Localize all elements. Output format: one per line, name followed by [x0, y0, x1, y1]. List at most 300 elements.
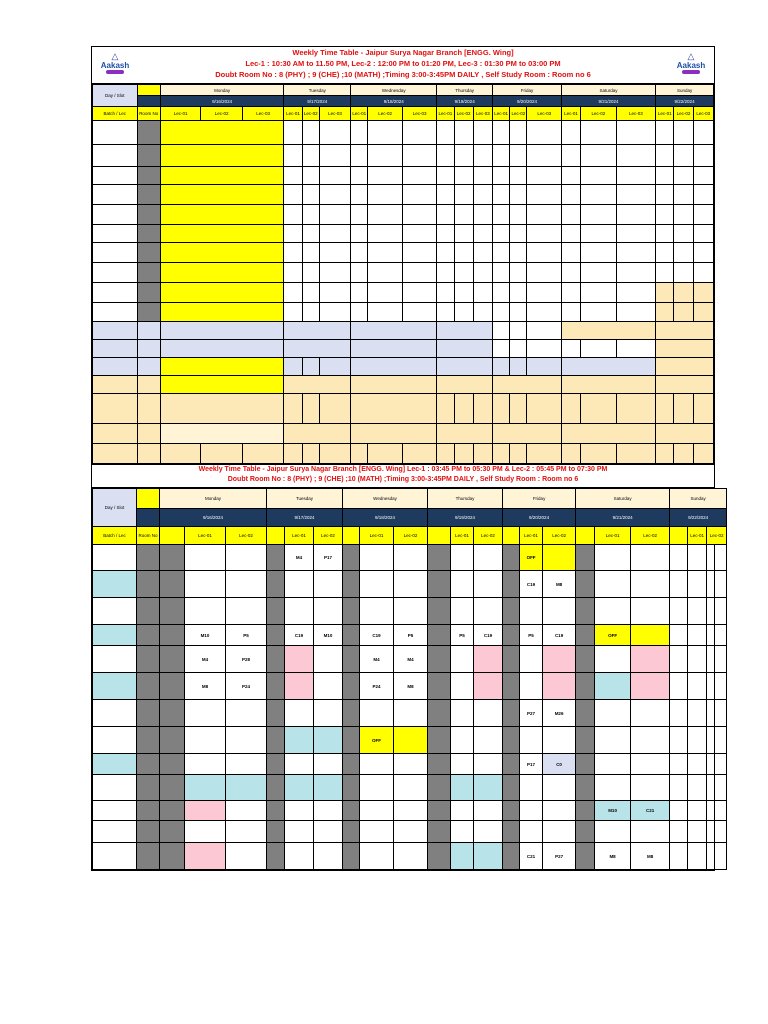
table-cell: M4: [360, 646, 394, 673]
table-cell: [402, 303, 436, 322]
table-cell: [368, 185, 402, 205]
table-cell: P5: [394, 625, 428, 646]
table-cell: [402, 243, 436, 263]
table-cell: [503, 673, 520, 700]
table-cell: [473, 243, 492, 263]
table-cell: [503, 775, 520, 801]
table-cell: [343, 598, 360, 625]
table-cell: [394, 571, 428, 598]
table-cell: [137, 322, 160, 340]
table-cell: [428, 571, 451, 598]
table-cell: [656, 263, 674, 283]
table-cell: [351, 205, 368, 225]
table-cell: [137, 673, 160, 700]
table-cell: [93, 821, 137, 843]
table-cell: [160, 340, 284, 358]
table-cell: [595, 754, 631, 775]
table-cell: [428, 801, 451, 821]
table-cell: [160, 303, 284, 322]
table-cell: [185, 571, 226, 598]
table-cell: [595, 646, 631, 673]
table-cell: [351, 424, 437, 444]
table-cell: [595, 727, 631, 754]
table-cell: [226, 801, 267, 821]
table-cell: [493, 283, 510, 303]
table-cell: [561, 340, 580, 358]
table-cell: [428, 700, 451, 727]
table-cell: [543, 821, 576, 843]
table-cell: [368, 205, 402, 225]
table-cell: [581, 283, 616, 303]
table-cell: [670, 646, 688, 673]
table-cell: P17: [520, 754, 543, 775]
table-cell: [343, 727, 360, 754]
table-cell: [693, 205, 713, 225]
table-cell: [93, 263, 138, 283]
table-cell: [595, 700, 631, 727]
table-cell: [510, 243, 527, 263]
table-cell: [493, 322, 510, 340]
table-cell: [284, 185, 302, 205]
table-cell: [493, 424, 562, 444]
table-cell: [351, 444, 368, 464]
table-cell: [707, 646, 727, 673]
table-cell: [688, 727, 707, 754]
table-cell: [137, 700, 160, 727]
table-cell: [693, 145, 713, 167]
table-row: [93, 545, 727, 571]
table-cell: [693, 167, 713, 185]
table-cell: M10: [314, 625, 343, 646]
table-cell: [595, 598, 631, 625]
table-cell: [226, 545, 267, 571]
table-cell: [267, 843, 285, 870]
table-cell: [474, 545, 503, 571]
table-cell: [360, 571, 394, 598]
table-cell: [160, 424, 284, 444]
table-cell: [351, 243, 368, 263]
table-cell: [473, 263, 492, 283]
table-row: [93, 121, 714, 145]
table-row: [93, 263, 714, 283]
table-cell: [527, 303, 561, 322]
table-cell: [137, 145, 160, 167]
table-cell: [454, 167, 473, 185]
table-cell: [137, 754, 160, 775]
table-cell: [351, 121, 368, 145]
table-cell: [314, 801, 343, 821]
table-cell: [437, 424, 493, 444]
table-cell: [493, 303, 510, 322]
table-cell: [561, 303, 580, 322]
table-cell: [493, 243, 510, 263]
table-cell: [527, 167, 561, 185]
table-cell: [343, 754, 360, 775]
table-cell: [510, 358, 527, 376]
table-cell: [543, 598, 576, 625]
table-cell: [394, 843, 428, 870]
table-cell: [160, 322, 284, 340]
table-cell: [284, 225, 302, 243]
table-cell: [314, 571, 343, 598]
table-cell: [93, 322, 138, 340]
table-cell: [284, 145, 302, 167]
table-cell: [394, 775, 428, 801]
table-cell: [351, 225, 368, 243]
table-cell: [160, 167, 284, 185]
table-cell: [437, 376, 493, 394]
table-row: [93, 821, 727, 843]
table-cell: [520, 775, 543, 801]
table-cell: [137, 283, 160, 303]
table-cell: [185, 821, 226, 843]
table-cell: [520, 801, 543, 821]
table-row: [93, 700, 727, 727]
table-cell: [368, 167, 402, 185]
table-cell: [454, 225, 473, 243]
table-cell: [302, 121, 319, 145]
table-cell: [302, 358, 319, 376]
table-cell: [226, 821, 267, 843]
table-cell: [284, 444, 302, 464]
table-cell: [160, 545, 185, 571]
table-cell: [428, 775, 451, 801]
table-cell: [616, 225, 656, 243]
table-cell: [670, 727, 688, 754]
table-cell: [137, 843, 160, 870]
table-cell: [160, 394, 284, 424]
table-cell: [285, 801, 314, 821]
table-cell: [394, 801, 428, 821]
logo-text: Aakash: [100, 61, 130, 70]
table-row: [93, 727, 727, 754]
table-row: [93, 340, 714, 358]
table-cell: [576, 801, 595, 821]
table-cell: M8: [543, 571, 576, 598]
table-cell: [319, 263, 350, 283]
table-cell: [520, 598, 543, 625]
table-cell: M26: [543, 700, 576, 727]
table-cell: [543, 775, 576, 801]
table-cell: [351, 283, 368, 303]
table-cell: M8: [394, 673, 428, 700]
table-cell: [137, 424, 160, 444]
table-cell: [454, 303, 473, 322]
table-cell: [284, 358, 302, 376]
table-cell: [576, 646, 595, 673]
table-cell: [267, 727, 285, 754]
day-name-thursday: Thursday: [437, 85, 493, 96]
date-saturday: 9/21/2024: [561, 96, 655, 107]
table-cell: [656, 167, 674, 185]
off-cell: OFF: [360, 727, 394, 754]
table-cell: [185, 754, 226, 775]
table-cell: [402, 263, 436, 283]
monday-block: [160, 121, 284, 145]
table-cell: [160, 358, 284, 376]
table-cell: [707, 545, 727, 571]
table-cell: [631, 727, 670, 754]
table-cell: [160, 376, 284, 394]
table-cell: [351, 145, 368, 167]
table-cell: [267, 646, 285, 673]
table-cell: C19: [360, 625, 394, 646]
table-cell: [319, 283, 350, 303]
table-cell: [520, 646, 543, 673]
table-cell: [493, 340, 510, 358]
table-cell: [360, 843, 394, 870]
table-cell: [226, 700, 267, 727]
table-cell: [688, 700, 707, 727]
table-cell: [616, 205, 656, 225]
table-cell: [688, 545, 707, 571]
table-cell: [437, 145, 454, 167]
table-cell: [520, 821, 543, 843]
table-cell: [343, 843, 360, 870]
table-cell: [93, 625, 137, 646]
table-cell: [437, 394, 454, 424]
table-cell: [137, 646, 160, 673]
table-cell: [631, 821, 670, 843]
table-cell: [576, 598, 595, 625]
table-cell: [474, 843, 503, 870]
table-cell: [693, 394, 713, 424]
table-cell: [493, 185, 510, 205]
table-cell: [137, 821, 160, 843]
table-cell: [285, 821, 314, 843]
day-name-saturday: Saturday: [561, 85, 655, 96]
table-cell: C19: [520, 571, 543, 598]
section2-body: [93, 545, 727, 870]
table-cell: [474, 754, 503, 775]
table-cell: [394, 727, 428, 754]
table-cell: [160, 205, 284, 225]
table-row: [93, 598, 727, 625]
table-cell: [656, 358, 714, 376]
table-cell: [137, 727, 160, 754]
table-cell: [428, 754, 451, 775]
table-cell: [368, 263, 402, 283]
table-cell: [285, 571, 314, 598]
table-cell: C21: [631, 801, 670, 821]
table-cell: [267, 673, 285, 700]
table-cell: [616, 121, 656, 145]
table-cell: [688, 571, 707, 598]
table-cell: [527, 225, 561, 243]
table-cell: [267, 625, 285, 646]
table-cell: [319, 394, 350, 424]
table-cell: [631, 775, 670, 801]
table-cell: [314, 821, 343, 843]
table-cell: [527, 444, 561, 464]
table-row: [93, 376, 714, 394]
table-cell: [451, 775, 474, 801]
table-cell: [616, 283, 656, 303]
table-cell: M4: [394, 646, 428, 673]
table-cell: [656, 225, 674, 243]
table-cell: [631, 754, 670, 775]
table-cell: [474, 673, 503, 700]
table-cell: P24: [360, 673, 394, 700]
timetable-sheet: [91, 46, 724, 871]
table-cell: [493, 145, 510, 167]
table-cell: [527, 358, 561, 376]
table-cell: [616, 145, 656, 167]
table-cell: [285, 598, 314, 625]
table-cell: [284, 424, 351, 444]
table-cell: [137, 340, 160, 358]
table-cell: C19: [285, 625, 314, 646]
day-name-monday: Monday: [160, 85, 284, 96]
table-cell: [437, 322, 493, 340]
table-cell: [581, 167, 616, 185]
table-cell: [226, 571, 267, 598]
table-cell: [503, 625, 520, 646]
table-cell: [160, 185, 284, 205]
off-cell: OFF: [520, 545, 543, 571]
table-cell: [510, 444, 527, 464]
table-cell: [493, 225, 510, 243]
table-cell: [674, 243, 693, 263]
table-cell: [360, 754, 394, 775]
table-cell: [319, 358, 350, 376]
table-cell: [576, 571, 595, 598]
table-cell: [631, 571, 670, 598]
table-cell: [93, 283, 138, 303]
table-cell: [368, 444, 402, 464]
table-cell: [402, 205, 436, 225]
table-cell: [93, 394, 138, 424]
table-cell: [302, 444, 319, 464]
table-cell: [428, 821, 451, 843]
table-cell: [137, 243, 160, 263]
table-cell: [693, 283, 713, 303]
table-cell: [474, 571, 503, 598]
table-cell: [527, 394, 561, 424]
table-cell: [402, 167, 436, 185]
table-row: [93, 571, 727, 598]
table-cell: P17: [314, 545, 343, 571]
table-cell: [302, 283, 319, 303]
day-name-wednesday: Wednesday: [351, 85, 437, 96]
table-cell: [616, 394, 656, 424]
table-cell: [351, 167, 368, 185]
table-cell: [93, 754, 137, 775]
table-cell: [656, 376, 714, 394]
table-cell: [137, 801, 160, 821]
table-cell: [674, 263, 693, 283]
table-cell: [631, 598, 670, 625]
table-cell: [581, 225, 616, 243]
table-cell: [285, 754, 314, 775]
table-cell: [284, 243, 302, 263]
table-cell: [368, 243, 402, 263]
table-cell: [285, 727, 314, 754]
table-cell: [581, 145, 616, 167]
table-cell: [351, 340, 437, 358]
table-cell: [93, 185, 138, 205]
table-cell: [451, 754, 474, 775]
table-cell: [561, 185, 580, 205]
table-cell: [510, 167, 527, 185]
table-cell: M4: [285, 545, 314, 571]
table-cell: [437, 121, 454, 145]
table-cell: [581, 303, 616, 322]
table-cell: M8: [595, 843, 631, 870]
table-cell: [688, 598, 707, 625]
table-cell: [616, 444, 656, 464]
table-cell: [437, 340, 493, 358]
table-cell: [656, 303, 674, 322]
table-cell: [160, 625, 185, 646]
table-cell: P5: [451, 625, 474, 646]
table-cell: [670, 754, 688, 775]
table-cell: [510, 394, 527, 424]
table-cell: [451, 821, 474, 843]
table-cell: [474, 727, 503, 754]
table-cell: [160, 571, 185, 598]
table-row: [93, 775, 727, 801]
table-cell: [343, 821, 360, 843]
table-cell: [160, 283, 284, 303]
table-cell: [93, 167, 138, 185]
table-cell: [707, 754, 727, 775]
table-row: [93, 225, 714, 243]
table-cell: [576, 673, 595, 700]
table-row: [93, 424, 714, 444]
day-name-friday: Friday: [493, 85, 562, 96]
table-cell: [451, 727, 474, 754]
table-cell: [93, 571, 137, 598]
table-cell: [360, 545, 394, 571]
table-cell: [561, 167, 580, 185]
table-cell: [137, 167, 160, 185]
date-sunday: 9/22/2024: [656, 96, 714, 107]
table-cell: [137, 205, 160, 225]
table-cell: [670, 625, 688, 646]
table-cell: [576, 775, 595, 801]
table-cell: [503, 571, 520, 598]
table-cell: [473, 225, 492, 243]
table-cell: [674, 225, 693, 243]
table-cell: M8: [631, 843, 670, 870]
table-cell: [707, 843, 727, 870]
table-cell: [302, 394, 319, 424]
table-cell: [185, 727, 226, 754]
table-row: [93, 145, 714, 167]
table-cell: [473, 394, 492, 424]
table-cell: [437, 205, 454, 225]
table-cell: [510, 283, 527, 303]
table-cell: [581, 340, 616, 358]
table-cell: [226, 727, 267, 754]
table-row: [93, 646, 727, 673]
table-cell: [510, 145, 527, 167]
table-cell: [670, 598, 688, 625]
logo-text: Aakash: [676, 61, 706, 70]
table-cell: [314, 646, 343, 673]
table-cell: [595, 571, 631, 598]
table-cell: [137, 121, 160, 145]
day-slot-label: Day / Slot: [93, 85, 138, 107]
table-cell: [561, 394, 580, 424]
table-cell: [451, 801, 474, 821]
table-cell: [693, 444, 713, 464]
table-cell: [503, 821, 520, 843]
section2-title: Weekly Time Table - Jaipur Surya Nagar Branch [ENGG. Wing] Lec-1 : 03:45 PM to 05:30 PM & Lec-2 : 05:45 PM to 07:30 PM: [198, 466, 608, 473]
table-cell: [576, 700, 595, 727]
table-cell: [319, 121, 350, 145]
